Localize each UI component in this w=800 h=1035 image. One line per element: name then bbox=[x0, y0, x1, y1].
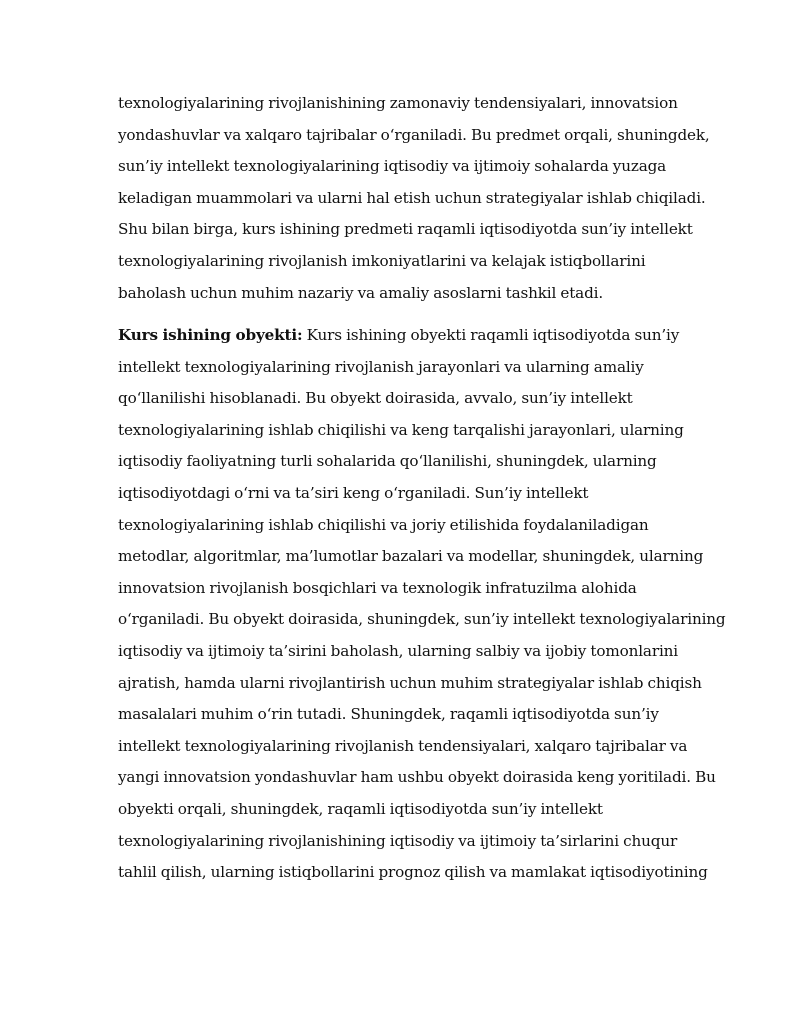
text-line: yondashuvlar va xalqaro tajribalar o‘rganiladi. Bu predmet orqali, shuningdek, bbox=[118, 125, 710, 144]
text-line: texnologiyalarining ishlab chiqilishi va keng tarqalishi jarayonlari, ularning bbox=[118, 420, 684, 439]
text-line: Shu bilan birga, kurs ishining predmeti raqamli iqtisodiyotda sun’iy intellekt bbox=[118, 220, 693, 239]
text-line: texnologiyalarining ishlab chiqilishi va joriy etilishida foydalaniladigan bbox=[118, 515, 649, 534]
heading-continuation: Kurs ishining obyekti raqamli iqtisodiyotda sun’iy bbox=[302, 326, 680, 344]
text-line: texnologiyalarining rivojlanishining iqtisodiy va ijtimoiy ta’sirlarini chuqur bbox=[118, 831, 678, 850]
text-line: intellekt texnologiyalarining rivojlanish tendensiyalari, xalqaro tajribalar va bbox=[118, 736, 688, 755]
text-line: ajratish, hamda ularni rivojlantirish uchun muhim strategiyalar ishlab chiqish bbox=[118, 673, 702, 692]
text-line: tahlil qilish, ularning istiqbollarini prognoz qilish va mamlakat iqtisodiyotining bbox=[118, 863, 708, 882]
text-line: texnologiyalarining rivojlanishining zamonaviy tendensiyalari, innovatsion bbox=[118, 94, 678, 112]
text-line: iqtisodiy va ijtimoiy ta’sirini baholash, ularning salbiy va ijobiy tomonlarini bbox=[118, 641, 678, 660]
text-line: keladigan muammolari va ularni hal etish uchun strategiyalar ishlab chiqiladi. bbox=[118, 188, 706, 207]
text-line-first bbox=[118, 320, 728, 352]
text-line: qo‘llanilishi hisoblanadi. Bu obyekt doirasida, avvalo, sun’iy intellekt bbox=[118, 389, 633, 408]
text-line: o‘rganiladi. Bu obyekt doirasida, shuningdek, sun’iy intellekt texnologiyalarining bbox=[118, 610, 726, 629]
text-line: baholash uchun muhim nazariy va amaliy asoslarni tashkil etadi. bbox=[118, 283, 604, 302]
paragraph-heading: Kurs ishining obyekti: bbox=[118, 326, 303, 344]
text-line: masalalari muhim o‘rin tutadi. Shuningdek, raqamli iqtisodiyotda sun’iy bbox=[118, 705, 659, 724]
text-line: texnologiyalarining rivojlanish imkoniyatlarini va kelajak istiqbollarini bbox=[118, 251, 646, 270]
text-line: innovatsion rivojlanish bosqichlari va texnologik infratuzilma alohida bbox=[118, 578, 637, 597]
text-line: sun’iy intellekt texnologiyalarining iqtisodiy va ijtimoiy sohalarda yuzaga bbox=[118, 157, 667, 176]
text-line: metodlar, algoritmlar, ma’lumotlar bazalari va modellar, shuningdek, ularning bbox=[118, 547, 704, 566]
text-line: yangi innovatsion yondashuvlar ham ushbu obyekt doirasida keng yoritiladi. Bu bbox=[118, 768, 716, 787]
text-line: obyekti orqali, shuningdek, raqamli iqtisodiyotda sun’iy intellekt bbox=[118, 799, 603, 818]
paragraph-predmet bbox=[118, 88, 728, 309]
text-line: intellekt texnologiyalarining rivojlanish jarayonlari va ularning amaliy bbox=[118, 357, 644, 376]
text-line: iqtisodiyotdagi o‘rni va ta’siri keng o‘rganiladi. Sun’iy intellekt bbox=[118, 483, 589, 502]
text-line: iqtisodiy faoliyatning turli sohalarida qo‘llanilishi, shuningdek, ularning bbox=[118, 452, 657, 471]
paragraph-obyekt bbox=[118, 320, 728, 889]
